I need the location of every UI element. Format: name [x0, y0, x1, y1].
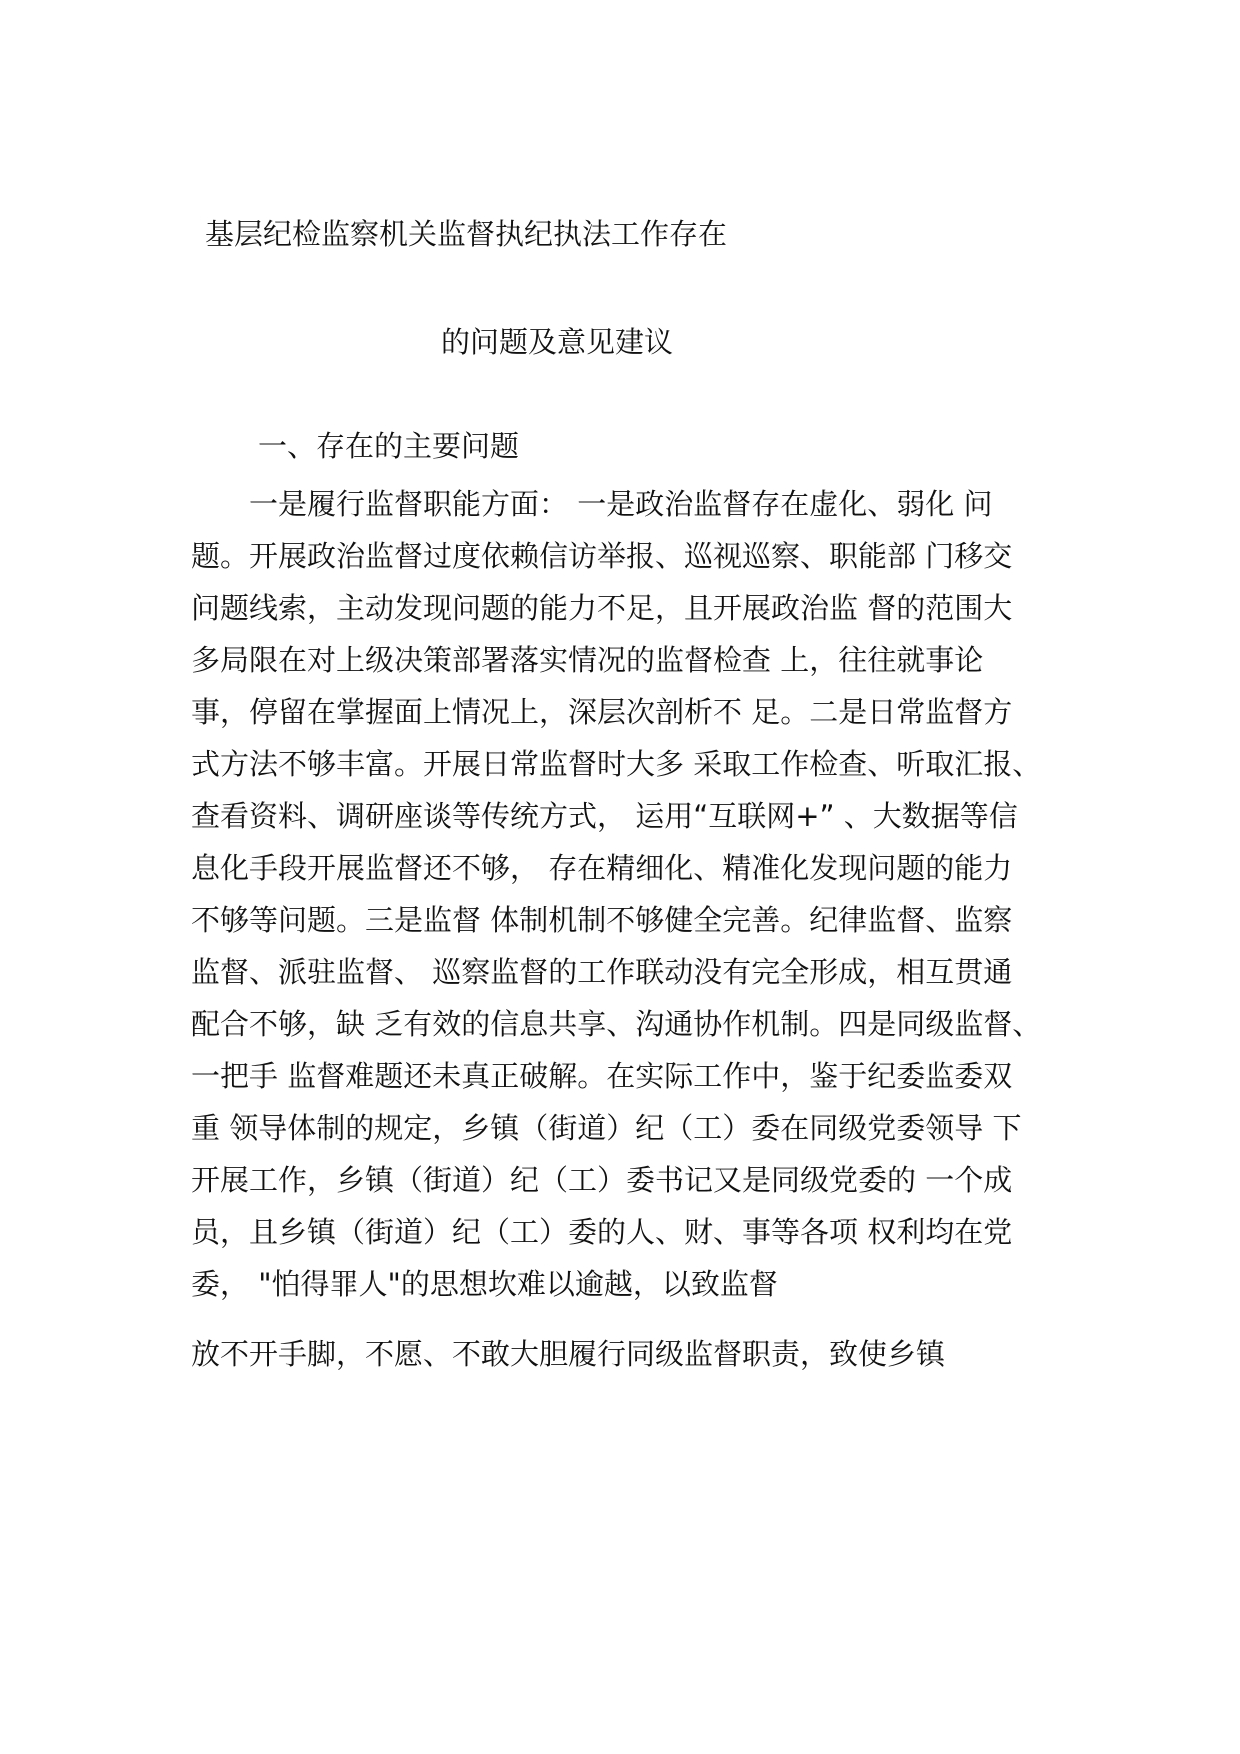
body-line: 监督、派驻监督、 巡察监督的工作联动没有完全形成，相互贯通: [191, 955, 1013, 989]
body-line: 一是履行监督职能方面： 一是政治监督存在虚化、弱化 问: [191, 487, 993, 521]
document-title-line-1: 基层纪检监察机关监督执纪执法工作存在: [205, 217, 728, 251]
body-line: 委， "怕得罪人"的思想坎难以逾越，以致监督: [191, 1267, 778, 1301]
body-line: 开展工作，乡镇（街道）纪（工）委书记又是同级党委的 一个成: [191, 1163, 1013, 1197]
section-heading: 一、存在的主要问题: [258, 429, 520, 463]
body-line: 员，且乡镇（街道）纪（工）委的人、财、事等各项 权利均在党: [191, 1215, 1013, 1249]
body-line: 配合不够，缺 乏有效的信息共享、沟通协作机制。四是同级监督、: [191, 1007, 1042, 1041]
body-line: 息化手段开展监督还不够， 存在精细化、精准化发现问题的能力: [191, 851, 1013, 885]
body-line: 查看资料、调研座谈等传统方式， 运用“互联网+” 、大数据等信: [191, 799, 1018, 833]
body-line: 一把手 监督难题还未真正破解。在实际工作中，鉴于纪委监委双: [191, 1059, 1013, 1093]
body-line: 式方法不够丰富。开展日常监督时大多 采取工作检查、听取汇报、: [191, 747, 1042, 781]
body-line: 不够等问题。三是监督 体制机制不够健全完善。纪律监督、监察: [191, 903, 1013, 937]
body-line: 多局限在对上级决策部署落实情况的监督检查 上，往往就事论: [191, 643, 984, 677]
body-line: 事，停留在掌握面上情况上，深层次剖析不 足。二是日常监督方: [191, 695, 1013, 729]
body-line: 重 领导体制的规定，乡镇（街道）纪（工）委在同级党委领导 下: [191, 1111, 1022, 1145]
body-line: 放不开手脚，不愿、不敢大胆履行同级监督职责，致使乡镇: [191, 1337, 946, 1371]
body-line: 题。开展政治监督过度依赖信访举报、巡视巡察、职能部 门移交: [191, 539, 1013, 573]
body-line: 问题线索，主动发现问题的能力不足，且开展政治监 督的范围大: [191, 591, 1013, 625]
document-title-line-2: 的问题及意见建议: [441, 325, 674, 359]
